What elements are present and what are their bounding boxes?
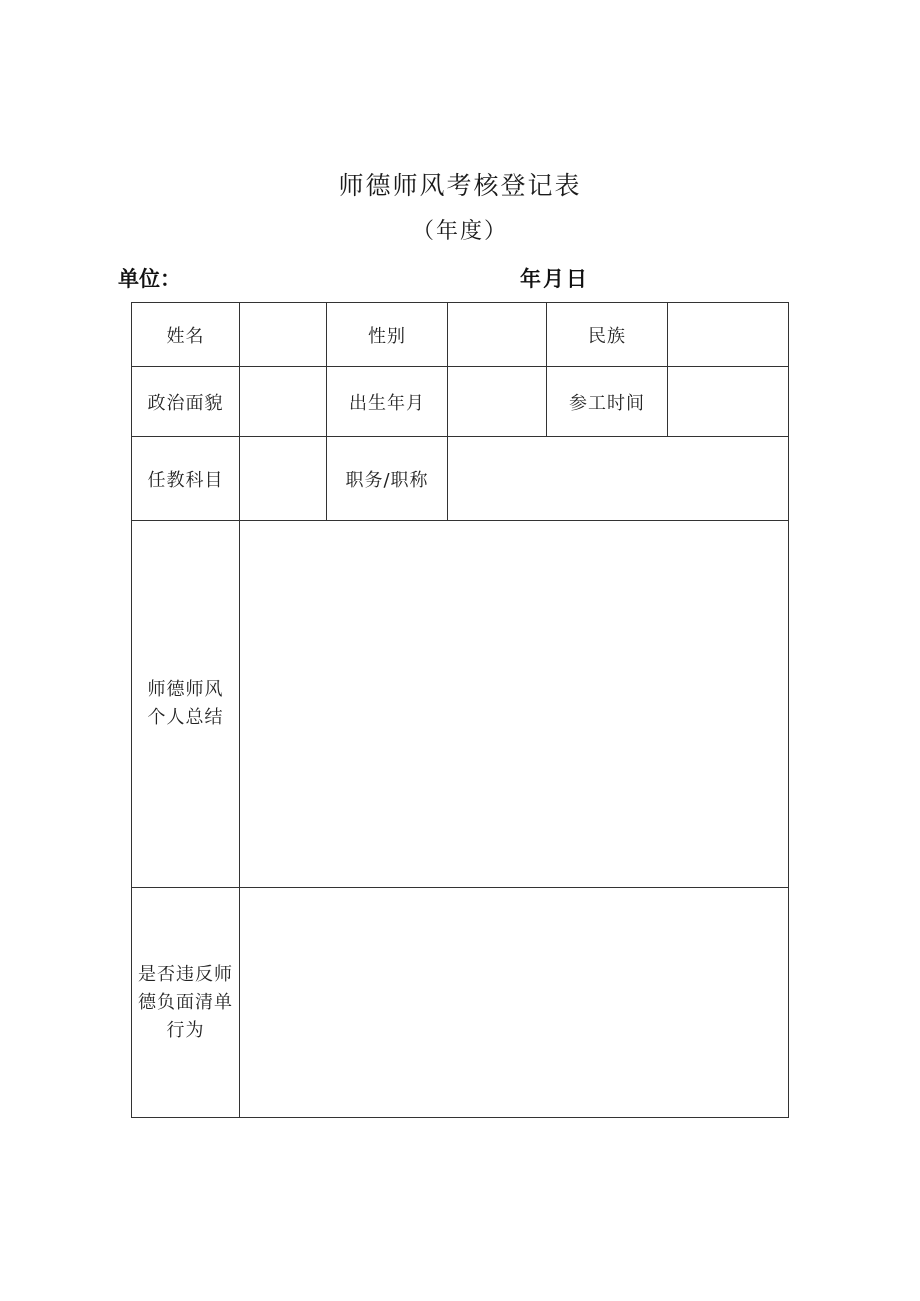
date-label: 年月日 (520, 267, 589, 291)
political-status-field[interactable] (240, 367, 327, 437)
political-status-label: 政治面貌 (132, 367, 240, 437)
form-title: 师德师风考核登记表 (338, 171, 582, 200)
table-row (132, 367, 789, 437)
name-label: 姓名 (132, 303, 240, 367)
subject-field[interactable] (240, 437, 327, 521)
ethnicity-label: 民族 (547, 303, 668, 367)
summary-label-line-2: 个人总结 (147, 707, 224, 728)
table-row (132, 437, 789, 521)
gender-field[interactable] (448, 303, 547, 367)
position-title-field[interactable] (448, 437, 789, 521)
violation-label-line-2: 德负面清单 (138, 991, 233, 1013)
subject-label: 任教科目 (132, 437, 240, 521)
table-row (132, 888, 789, 1118)
gender-label: 性别 (327, 303, 448, 367)
violation-label-line-3: 行为 (166, 1019, 205, 1041)
name-field[interactable] (240, 303, 327, 367)
birth-date-field[interactable] (448, 367, 547, 437)
violation-label-line-1: 是否违反师 (138, 963, 233, 985)
summary-label (132, 521, 240, 888)
violation-field[interactable] (240, 888, 789, 1118)
violation-label (132, 888, 240, 1118)
unit-label: 单位： (118, 267, 181, 291)
registration-table (131, 302, 789, 1118)
summary-field[interactable] (240, 521, 789, 888)
position-title-label: 职务/职称 (327, 437, 448, 521)
table-row (132, 303, 789, 367)
work-start-label: 参工时间 (547, 367, 668, 437)
ethnicity-field[interactable] (668, 303, 789, 367)
table-row (132, 521, 789, 888)
work-start-field[interactable] (668, 367, 789, 437)
birth-date-label: 出生年月 (327, 367, 448, 437)
summary-label-line-1: 师德师风 (147, 679, 224, 700)
form-subtitle-year: （年度） (411, 219, 508, 244)
